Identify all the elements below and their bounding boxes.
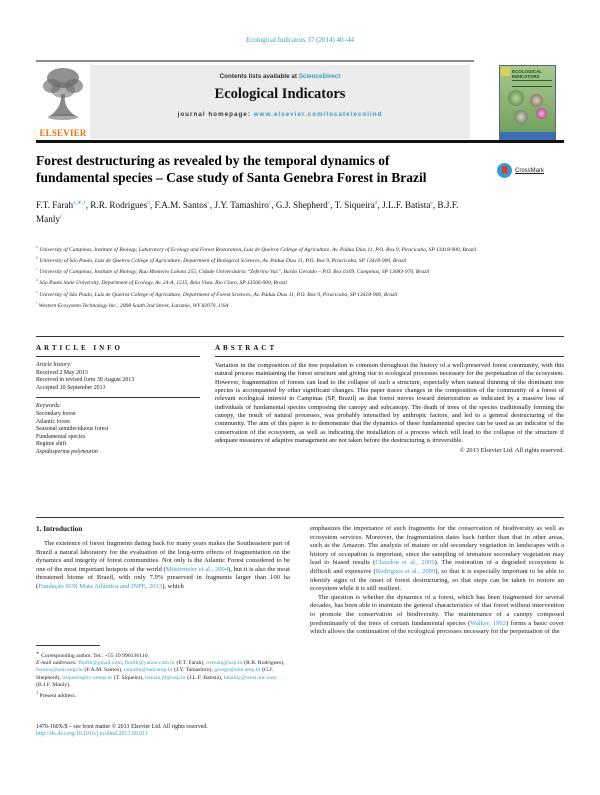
email-link[interactable]: fsantos@unicamp.br: [36, 667, 84, 674]
citation-link[interactable]: Chazdon et al., 2009: [375, 559, 435, 567]
email-link[interactable]: fbnfth@gmail.com: [78, 660, 122, 667]
top-divider: [36, 60, 474, 62]
author: J.L.F. Batista$^e$,: [382, 200, 438, 211]
email-link[interactable]: tamashi@unicamp.br: [123, 667, 173, 674]
affiliation: $^a$ University of Campinas, Institute of Biology, Laboratory of Ecology and Forest Restoration, Luiz de Queiroz College of Agriculture, Av. Pádua Dias 11, P.O. Box 9, Piracicaba, SP 13418-900, Brazil: [36, 244, 476, 253]
author: F.T. Farah$^{a,∗,1}$,: [36, 200, 91, 211]
elsevier-wordmark: ELSEVIER: [39, 128, 87, 138]
keyword-species: Aspidosperma polyneuron: [36, 448, 98, 455]
journal-title: Ecological Indicators: [214, 86, 346, 102]
author: F.A.M. Santos$^c$,: [154, 200, 215, 211]
doi-link[interactable]: http://dx.doi.org/10.1016/j.ecolind.2013.09.011: [36, 731, 148, 738]
issn-copyright-line: 1470-160X/$ – see front matter © 2013 Elsevier Ltd. All rights reserved.: [36, 724, 208, 730]
cover-bottom-strip: [500, 132, 555, 140]
cover-photo-circle-3: [514, 110, 528, 124]
history-item: Received 2 May 2013: [36, 369, 88, 376]
article-title: [36, 153, 486, 186]
keyword: Seasonal semideciduous forest: [36, 426, 109, 433]
author: T. Siqueira$^d$,: [334, 200, 383, 211]
citation-link[interactable]: Walker, 1992: [470, 619, 507, 627]
footnote-divider: [36, 645, 100, 646]
citation-link[interactable]: Mittermeier et al., 2004: [165, 565, 229, 573]
email-addresses: E-mail addresses: fbnfth@gmail.com, fbnfth@yahoo.com.br (F.T. Farah), rrresalq@usp.br (R.R. Rodrigues), fsantos@unicamp.br (F.A.M. Santos), tamashi@unicamp.br (J.Y. Tamashiro), george@unicamp.br (G.J. Shepherd), tsiqueira@rc.unesp.br (T. Siqueira), batista.jlf@usp.br (J.L.F. Batista), bmanly@west-inc.com (B.J.F. Manly).: [36, 660, 285, 688]
citation-link[interactable]: Fundação SOS Mata Atlântica and INPE, 2013: [38, 582, 163, 590]
body-paragraph: The question is whether the dynamics of a forest, which has been fragmented for several decades, has been able to maintain the general characteristics of that forest without intervention to promote the conservation of biodiversity. The maintenance of a canopy composed predominately of the trees of certain fundamental species (Walker, 1992) forms a basic cover which allows the continuation of the ecological processes necessary for the perpetuation of the: [310, 593, 565, 636]
imprint-footer: [36, 724, 336, 739]
keyword: Regime shift: [36, 441, 67, 448]
journal-homepage-link[interactable]: www.elsevier.com/locate/ecolind: [253, 111, 383, 118]
keyword: Secondary forest: [36, 410, 76, 417]
affiliation: $^f$ Western Ecosystem Technology Inc., 2008 South 2nd Street, Laramie, WY 82070, USA: [36, 299, 229, 309]
email-link[interactable]: george@unicamp.br: [214, 667, 261, 674]
intro-paragraph: The existence of forest fragments dating back for many years makes the Southeastern part of Brazil a natural laboratory for the evaluation of the long-term effects of fragmentation on the dynamics and integrity of forest communities. Not only is the Atlantic Forest considered to be one of the most important hotspots of the world (Mittermeier et al., 2004), but it is also the most threatened biome of Brazil, with only 7.9% preserved in fragments larger than 100 ha (Fundação SOS Mata Atlântica and INPE, 2013), which: [36, 540, 290, 590]
article-title-line1: Forest destructuring as revealed by the temporal dynamics of: [36, 153, 390, 168]
email-link[interactable]: rrresalq@usp.br: [206, 660, 243, 667]
cover-photo-circle-1: [508, 90, 524, 106]
crossmark-icon: [497, 163, 512, 178]
author: J.Y. Tamashiro$^c$,: [214, 200, 276, 211]
keyword: Fundamental species: [36, 433, 86, 440]
contents-line: [90, 73, 470, 80]
elsevier-tree-icon: [40, 66, 86, 122]
journal-cover-thumbnail[interactable]: [499, 65, 556, 141]
abstract-heading: ABSTRACT: [215, 344, 278, 352]
affiliation: $^c$ University of Campinas, Institute of Biology, Rua Monteiro Lobato 255, Cidade Universitária “Zeferino Vaz”, Barão Geraldo – P.O. Box 6109, Campinas, SP 13083-970, Brazil: [36, 266, 430, 276]
cover-subtitle-lines: [512, 80, 552, 87]
crossmark-badge[interactable]: [497, 163, 561, 178]
masthead-box: [90, 65, 470, 139]
present-address-note: $^1$ Present address.: [36, 689, 77, 699]
body-paragraph: emphasizes the importance of such fragments for the conservation of biodiversity as well as ecosystem services. Moreover, the fragmentation dates back further than that in other areas, such as the Amazon. The analysis of mature or old secondary vegetation in landscapes with a history of occupation is important, since the sampling of immature secondary vegetation may lead to biased results (Chazdon et al., 2009). The restoration of a degraded ecosystem is difficult and expensive (Rodrigues et al., 2009), so that it is especially important to be able to identify signs of the onset of forest destructuring, so that steps can be taken to restore an ecosystem while it is still resilient.: [310, 525, 564, 593]
abstract-column: [215, 344, 564, 454]
divider: [36, 356, 200, 357]
crossmark-label: CrossMark: [515, 167, 545, 174]
homepage-line: [90, 111, 470, 118]
body-right-column: [310, 525, 564, 637]
citation-link[interactable]: Rodrigues et al., 2009: [375, 567, 436, 575]
keyword: Atlantic forest: [36, 418, 70, 425]
author: R.R. Rodrigues$^b$,: [90, 200, 155, 211]
article-info-heading: ARTICLE INFO: [36, 344, 123, 352]
divider: [215, 356, 564, 357]
contents-lists-text: Contents lists available at: [219, 73, 299, 80]
cover-photo-circle-4: [536, 108, 547, 119]
section-divider: [36, 336, 564, 337]
email-link[interactable]: bmanly@west-inc.com: [223, 674, 277, 681]
keywords-label: Keywords:: [36, 403, 62, 410]
cover-photo-circle-2: [530, 94, 543, 107]
history-item: Received in revised form 30 August 2013: [36, 377, 135, 384]
affiliation-list: [36, 243, 564, 310]
abstract-text: Variation in the composition of the tree population is common throughout the history of a well-preserved forest community, with this natural process maintaining the forest structure and giving rise to ecological processes necessary for the perpetuation of the ecosystem. However, fragmentation of forests can lead to the collapse of such a structure, especially when natural thinning of the dominant tree species is accompanied by other significant changes. This paper traces changes in the composition of the community of a forest of relevant ecological interest in Campinas (SP, Brazil) as that forest moves toward deterioration as indicated by a massive loss of individuals of fundamental species composing the canopy and subcanopy. The death of trees of the species traditionally forming the canopy, the result of natural processes, was probably intensified by anthropic factors, and led to a general destructuring of the community. The aim of this paper is to demonstrate that the dynamics of these fundamental species can be used as an indicator of the conservation of the ecosystem, as well as indicating the installation of a process which will lead to the collapse of the structure if adequate measures of adaptive management are not taken before the destructuring is irreversible.: [215, 362, 564, 445]
footnote-block: [36, 645, 290, 700]
page-citation-header: Ecological Indicators 37 (2014) 40–44: [245, 36, 355, 44]
article-history-label: Article history:: [36, 362, 72, 368]
article-info-column: [36, 344, 200, 457]
email-link[interactable]: fbnfth@yahoo.com.br: [124, 660, 176, 667]
author: G.J. Shepherd$^c$,: [275, 200, 335, 211]
affiliation: $^d$ São Paulo State University, Department of Ecology, Av. 24-A, 1515, Bela Vista, Rio Claro, SP 13506-900, Brazil: [36, 277, 287, 287]
author: B.J.F. Manly$^f$: [36, 200, 459, 224]
email-link[interactable]: tsiqueira@rc.unesp.br: [62, 674, 113, 681]
history-item: Accepted 10 September 2013: [36, 384, 106, 391]
affiliation: $^b$ University of São Paulo, Luiz de Queiroz College of Agriculture, Department of Biological Sciences, Av. Pádua Dias 11, P.O. Box 9, Piracicaba, SP 13418-900, Brazil: [36, 255, 407, 264]
affiliation: $^e$ University of São Paulo, Luiz de Queiroz College of Agriculture, Department of Forest Sciences, Av. Pádua Dias 11, P.O. Box 9, Piracicaba, SP 13418-900, Brazil: [36, 288, 398, 298]
article-title-line2: fundamental species – Case study of Santa Genebra Forest in Brazil: [36, 169, 427, 185]
author-list: [36, 198, 486, 225]
introduction-heading: 1. Introduction: [36, 525, 83, 533]
section-divider: [36, 517, 564, 518]
divider: [36, 397, 200, 398]
elsevier-logo[interactable]: [36, 66, 90, 140]
cover-corner-icon: [501, 67, 510, 76]
homepage-label: journal homepage:: [177, 111, 254, 118]
sciencedirect-link[interactable]: ScienceDirect: [298, 73, 341, 80]
copyright-line: © 2013 Elsevier Ltd. All rights reserved.: [459, 447, 564, 455]
email-link[interactable]: batista.jlf@usp.br: [145, 674, 186, 681]
corresponding-author-note: ∗ Corresponding author. Tel.: +55 19 996136110.: [36, 650, 149, 659]
masthead-divider: [36, 140, 564, 143]
body-left-column: [36, 525, 290, 592]
cover-title: ECOLOGICAL INDICATORS: [512, 69, 542, 79]
